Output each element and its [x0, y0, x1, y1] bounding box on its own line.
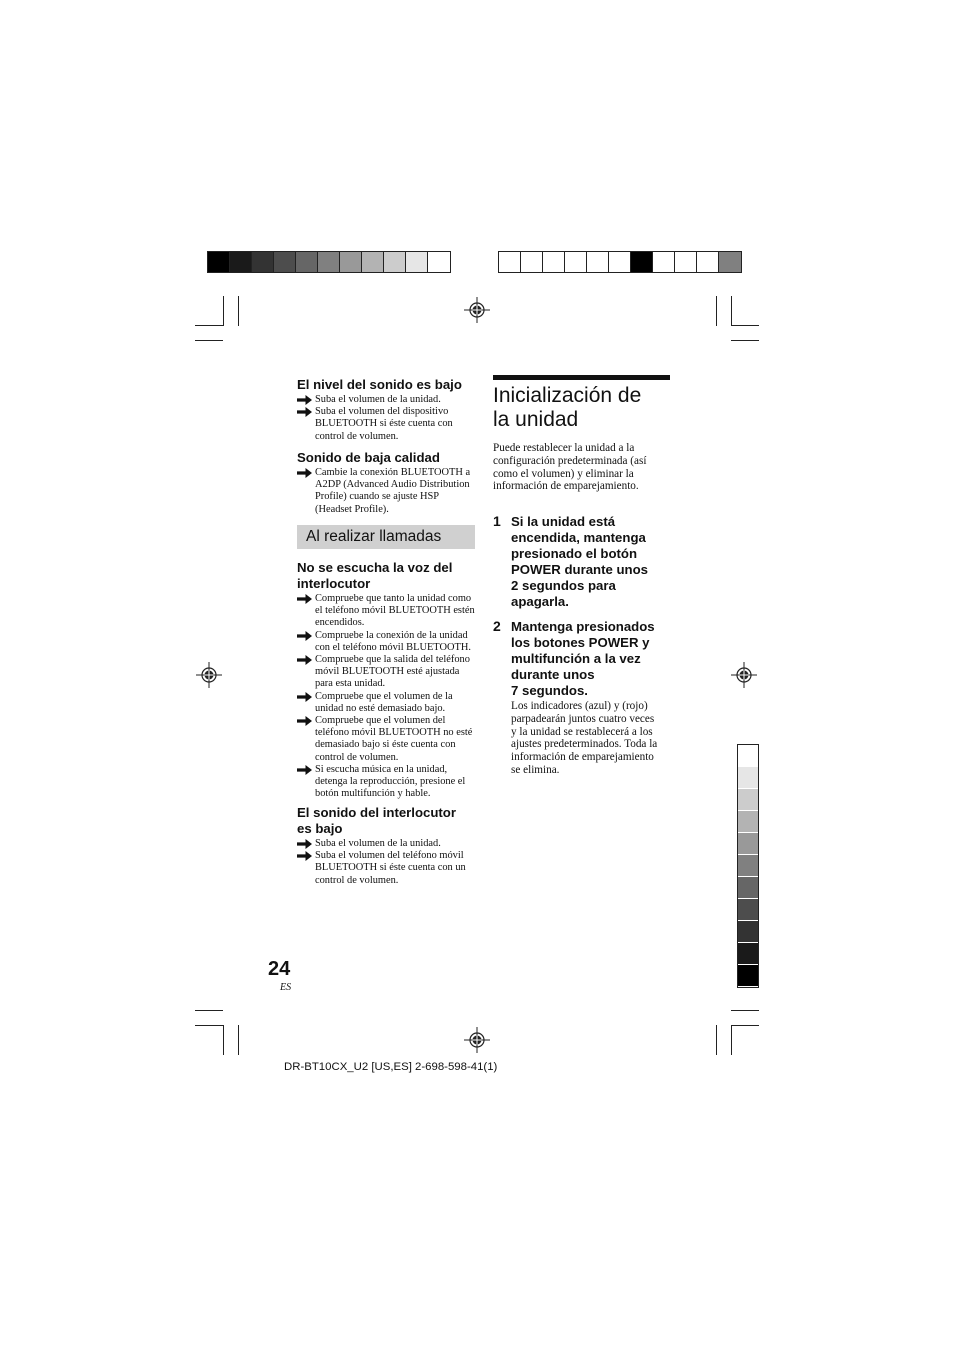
- list-item: [297, 691, 475, 715]
- step-description: Los indicadores (azul) y (rojo) parpadearán juntos cuatro veces y la unidad se restablecerá a los ajustes predeterminados. Toda la información de emparejamiento se elimina.: [511, 700, 658, 776]
- page-title: Inicialización de la unidad: [493, 384, 642, 431]
- bullet-list: [297, 394, 475, 443]
- list-item: [297, 630, 475, 654]
- page-number: 24: [268, 958, 291, 980]
- color-calibration-bar: [498, 251, 742, 273]
- color-swatch: [274, 252, 296, 272]
- color-swatch: [565, 252, 587, 272]
- step-number: 2: [493, 618, 501, 634]
- document-code: DR-BT10CX_U2 [US,ES] 2-698-598-41(1): [284, 1061, 498, 1073]
- color-swatch: [738, 855, 758, 877]
- bullet-list: [297, 838, 475, 887]
- color-swatch: [738, 921, 758, 943]
- color-swatch: [340, 252, 362, 272]
- crop-mark: [195, 1010, 223, 1011]
- arrow-right-icon: [297, 851, 312, 861]
- color-swatch: [719, 252, 741, 272]
- list-item-text: Suba el volumen del teléfono móvil BLUETOOTH si éste cuenta con un control de volumen.: [315, 850, 466, 886]
- crop-mark: [731, 296, 732, 326]
- color-swatch: [738, 899, 758, 921]
- color-swatch: [631, 252, 653, 272]
- list-item: [297, 593, 475, 630]
- list-item: [297, 467, 475, 516]
- crop-mark: [731, 325, 759, 326]
- subheading-voice-low: El sonido del interlocutor es bajo: [297, 805, 456, 836]
- crop-mark: [731, 340, 759, 341]
- list-item-text: Compruebe que el volumen de la unidad no esté demasiado bajo.: [315, 690, 453, 714]
- color-swatch: [738, 833, 758, 855]
- color-swatch: [252, 252, 274, 272]
- registration-mark-icon: [196, 662, 222, 688]
- color-swatch: [609, 252, 631, 272]
- color-swatch: [675, 252, 697, 272]
- color-swatch: [406, 252, 428, 272]
- list-item-text: Compruebe que la salida del teléfono móvil BLUETOOTH esté ajustada para esta unidad.: [315, 654, 470, 690]
- color-swatch: [384, 252, 406, 272]
- color-swatch: [543, 252, 565, 272]
- subheading-no-voice: No se escucha la voz del interlocutor: [297, 560, 453, 591]
- color-swatch: [499, 252, 521, 272]
- crop-mark: [195, 325, 223, 326]
- color-swatch: [318, 252, 340, 272]
- arrow-right-icon: [297, 839, 312, 849]
- color-swatch: [208, 252, 230, 272]
- arrow-right-icon: [297, 407, 312, 417]
- list-item-text: Cambie la conexión BLUETOOTH a A2DP (Advanced Audio Distribution Profile) cuando se ajuste HSP (Headset Profile).: [315, 467, 471, 515]
- arrow-right-icon: [297, 468, 312, 478]
- arrow-right-icon: [297, 655, 312, 665]
- crop-mark: [195, 1025, 223, 1026]
- crop-mark: [731, 1025, 759, 1026]
- crop-mark: [223, 1025, 224, 1055]
- color-swatch: [738, 789, 758, 811]
- arrow-right-icon: [297, 594, 312, 604]
- section-title: Al realizar llamadas: [306, 528, 442, 545]
- list-item-text: Compruebe la conexión de la unidad con el teléfono móvil BLUETOOTH.: [315, 629, 471, 653]
- list-item-text: Suba el volumen de la unidad.: [315, 838, 441, 849]
- step-instruction: Si la unidad está encendida, mantenga presionado el botón POWER durante unos 2 segundos para apagarla.: [511, 514, 649, 609]
- color-swatch: [738, 811, 758, 833]
- color-swatch: [653, 252, 675, 272]
- registration-mark-icon: [464, 1027, 490, 1053]
- crop-mark: [238, 1025, 239, 1055]
- subheading-low-quality: Sonido de baja calidad: [297, 450, 440, 465]
- grayscale-calibration-bar: [207, 251, 451, 273]
- list-item: [297, 838, 475, 850]
- color-swatch: [587, 252, 609, 272]
- crop-mark: [731, 1025, 732, 1055]
- crop-mark: [731, 1010, 759, 1011]
- heading-rule: [493, 375, 670, 380]
- intro-paragraph: Puede restablecer la unidad a la configuración predeterminada (así como el volumen) y eliminar la información de emparejamiento.: [493, 442, 647, 493]
- color-swatch: [428, 252, 450, 272]
- color-swatch: [738, 965, 758, 987]
- step-number: 1: [493, 513, 501, 529]
- crop-mark: [716, 296, 717, 326]
- list-item-text: Compruebe que el volumen del teléfono móvil BLUETOOTH no esté demasiado bajo si éste cuenta con control de volumen.: [315, 715, 473, 763]
- list-item: [297, 850, 475, 887]
- color-swatch: [697, 252, 719, 272]
- bullet-list: [297, 593, 475, 800]
- color-swatch: [738, 767, 758, 789]
- list-item: [297, 654, 475, 691]
- color-swatch: [738, 745, 758, 767]
- list-item-text: Suba el volumen del dispositivo BLUETOOTH si éste cuenta con control de volumen.: [315, 406, 453, 442]
- color-swatch: [362, 252, 384, 272]
- list-item: [297, 406, 475, 443]
- registration-mark-icon: [464, 297, 490, 323]
- color-swatch: [230, 252, 252, 272]
- step-instruction: Mantenga presionados los botones POWER y multifunción a la vez durante unos 7 segundos.: [511, 619, 655, 698]
- list-item-text: Si escucha música en la unidad, detenga la reproducción, presione el botón multifunción y hable.: [315, 763, 466, 800]
- arrow-right-icon: [297, 395, 312, 405]
- color-swatch: [738, 877, 758, 899]
- language-code: ES: [280, 982, 292, 993]
- section-header: [297, 525, 475, 549]
- subheading-sound-low: El nivel del sonido es bajo: [297, 377, 462, 392]
- list-item: [297, 715, 475, 764]
- list-item: [297, 394, 475, 406]
- bullet-list: [297, 467, 475, 516]
- arrow-right-icon: [297, 765, 312, 775]
- grayscale-side-tab: [737, 744, 759, 988]
- color-swatch: [521, 252, 543, 272]
- list-item-text: Suba el volumen de la unidad.: [315, 394, 441, 405]
- color-swatch: [296, 252, 318, 272]
- arrow-right-icon: [297, 716, 312, 726]
- list-item: [297, 764, 475, 801]
- crop-mark: [195, 340, 223, 341]
- color-swatch: [738, 943, 758, 965]
- registration-mark-icon: [731, 662, 757, 688]
- arrow-right-icon: [297, 692, 312, 702]
- crop-mark: [223, 296, 224, 326]
- crop-mark: [716, 1025, 717, 1055]
- crop-mark: [238, 296, 239, 326]
- arrow-right-icon: [297, 631, 312, 641]
- list-item-text: Compruebe que tanto la unidad como el teléfono móvil BLUETOOTH estén encendidos.: [315, 593, 475, 629]
